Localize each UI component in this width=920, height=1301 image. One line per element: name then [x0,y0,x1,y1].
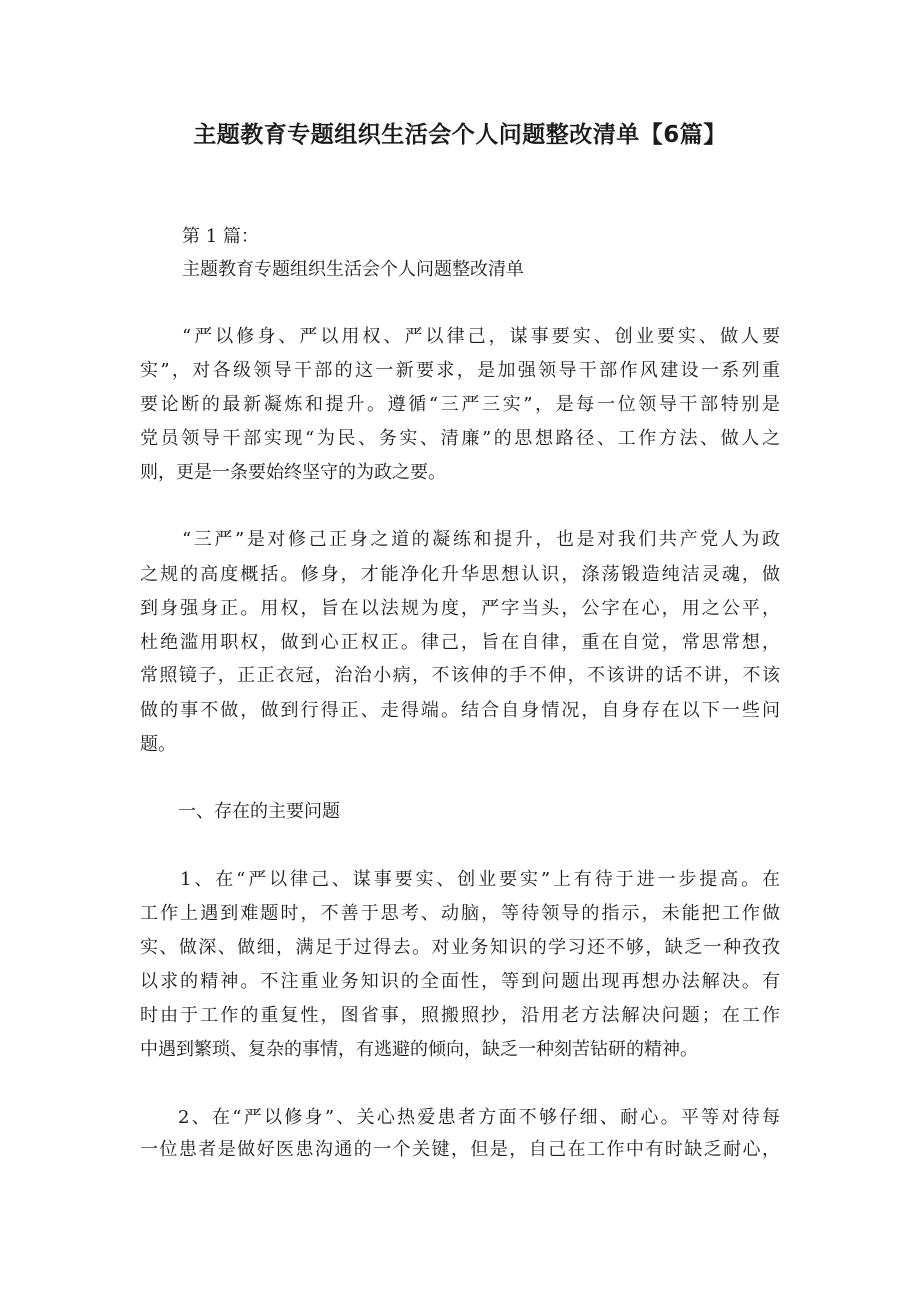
item2-line: 2、在“严以修身”、关心热爱患者方面不够仔细、耐心。平等对待每 [178,1107,780,1128]
item1-line: 时由于工作的重复性，图省事，照搬照抄，沿用老方法解决问题；在工作 [140,1005,780,1026]
para2-line: 之规的高度概括。修身，才能净化升华思想认识，涤荡锻造纯洁灵魂，做 [140,564,780,585]
chapter-label: 第 1 篇： [182,226,259,247]
item1-line: 中遇到繁琐、复杂的事情，有逃避的倾向，缺乏一种刻苦钻研的精神。 [140,1039,698,1060]
para1-line: 党员领导干部实现“为民、务实、清廉”的思想路径、工作方法、做人之 [140,428,780,449]
item1-line: 以求的精神。不注重业务知识的全面性，等到问题出现再想办法解决。有 [140,971,780,992]
para1-line: 要论断的最新凝炼和提升。遵循“三严三实”，是每一位领导干部特别是 [140,394,780,415]
item1-line: 实、做深、做细，满足于过得去。对业务知识的学习还不够，缺乏一种孜孜 [140,937,780,958]
section-heading: 一、存在的主要问题 [178,801,340,822]
para2-line: 题。 [140,734,176,755]
document-title: 主题教育专题组织生活会个人问题整改清单【6篇】 [193,122,727,148]
para2-line: 杜绝滥用职权，做到心正权正。律己，旨在自律，重在自觉，常思常想， [140,632,780,653]
item2-line: 一位患者是做好医患沟通的一个关键，但是，自己在工作中有时缺乏耐心， [140,1139,780,1160]
chapter-title: 主题教育专题组织生活会个人问题整改清单 [182,259,524,280]
para2-line: 做的事不做，做到行得正、走得端。结合自身情况，自身存在以下一些问 [140,700,780,721]
para1-line: 实”，对各级领导干部的这一新要求，是加强领导干部作风建设一系列重 [140,360,780,381]
item1-line: 工作上遇到难题时，不善于思考、动脑，等待领导的指示，未能把工作做 [140,903,780,924]
para2-line: 常照镜子，正正衣冠，治治小病，不该伸的手不伸，不该讲的话不讲，不该 [140,665,780,686]
item1-line: 1、在“严以律己、谋事要实、创业要实”上有待于进一步提高。在 [180,869,780,890]
para1-line: “严以修身、严以用权、严以律己，谋事要实、创业要实、做人要 [182,326,780,347]
para1-line: 则，更是一条要始终坚守的为政之要。 [140,462,446,483]
para2-line: 到身强身正。用权，旨在以法规为度，严字当头，公字在心，用之公平， [140,598,780,619]
para2-line: “三严”是对修己正身之道的凝练和提升，也是对我们共产党人为政 [182,529,780,550]
